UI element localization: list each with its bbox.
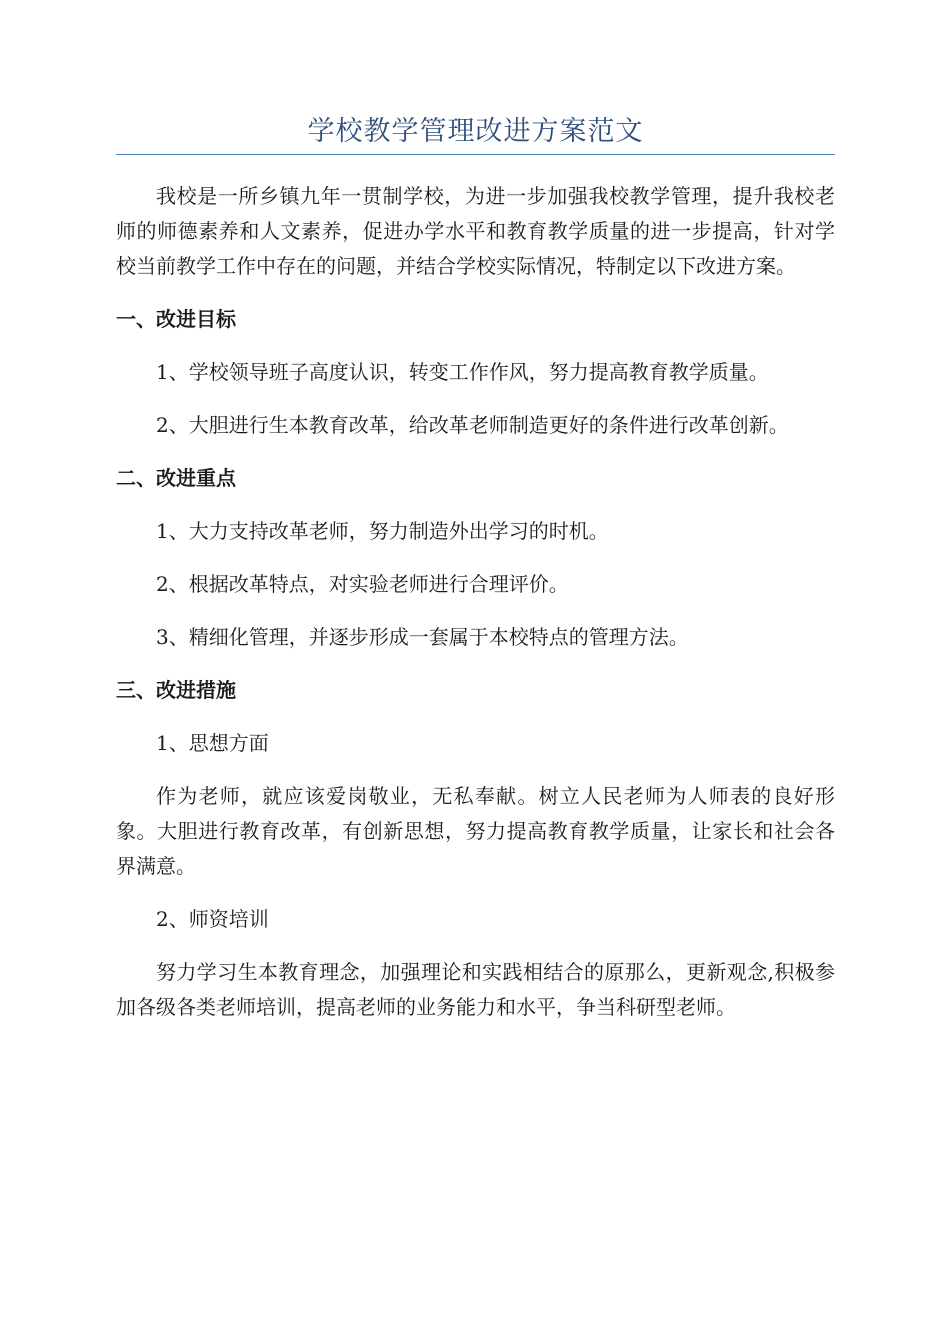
measures-subheading-thought: 1、思想方面 <box>156 731 269 755</box>
measures-training-text: 努力学习生本教育理念，加强理论和实践相结合的原那么，更新观念,积极参加各级各类老师培训，提高老师的业务能力和水平，争当科研型老师。 <box>116 960 835 1019</box>
focus-item-1: 1、大力支持改革老师，努力制造外出学习的时机。 <box>156 519 609 543</box>
focus-item-3: 3、精细化管理，并逐步形成一套属于本校特点的管理方法。 <box>156 625 689 649</box>
section-heading-goals: 一、改进目标 <box>116 307 236 331</box>
section-heading-focus: 二、改进重点 <box>116 466 236 490</box>
focus-item-2: 2、根据改革特点，对实验老师进行合理评价。 <box>156 572 569 596</box>
measures-thought-text: 作为老师，就应该爱岗敬业，无私奉献。树立人民老师为人师表的良好形象。大胆进行教育改革，有创新思想，努力提高教育教学质量，让家长和社会各界满意。 <box>116 784 835 878</box>
document-title: 学校教学管理改进方案范文 <box>116 112 835 155</box>
goals-item-1: 1、学校领导班子高度认识，转变工作作风，努力提高教育教学质量。 <box>156 360 769 384</box>
measures-subheading-training: 2、师资培训 <box>156 907 269 931</box>
intro-paragraph: 我校是一所乡镇九年一贯制学校，为进一步加强我校教学管理，提升我校老师的师德素养和人文素养，促进办学水平和教育教学质量的进一步提高，针对学校当前教学工作中存在的问题，并结合学校实际情况，特制定以下改进方案。 <box>116 184 835 278</box>
document-body <box>116 179 835 1025</box>
document-page <box>116 112 835 1025</box>
section-heading-measures: 三、改进措施 <box>116 678 236 702</box>
goals-item-2: 2、大胆进行生本教育改革，给改革老师制造更好的条件进行改革创新。 <box>156 413 789 437</box>
